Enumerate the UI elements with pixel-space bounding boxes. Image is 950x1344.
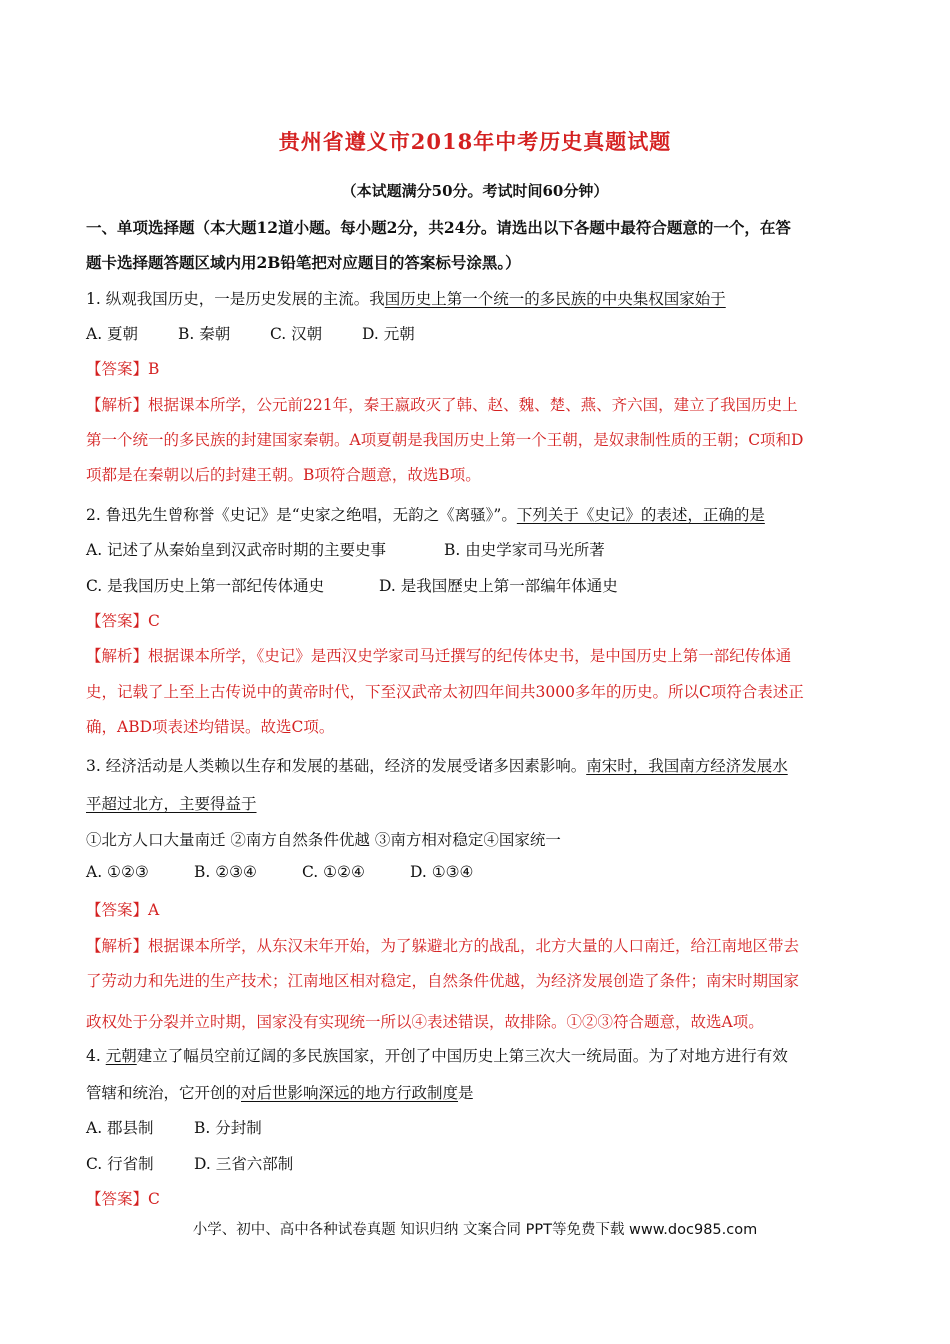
- question-2-stem-underlined: 下列关于《史记》的表述，正确的是: [516, 506, 765, 524]
- q1-answer: 【答案】B: [86, 360, 160, 378]
- page-footer: 小学、初中、高中各种试卷真题 知识归纳 文案合同 PPT等免费下载 www.doc985.com: [192, 1222, 758, 1238]
- q3-analysis-line2: 了劳动力和先进的生产技术；江南地区相对稳定，自然条件优越，为经济发展创造了条件；南宋时期国家: [86, 972, 800, 990]
- question-4-stem: [86, 1044, 788, 1066]
- question-2-options-row1: [86, 538, 605, 560]
- q4-answer: 【答案】C: [86, 1190, 160, 1208]
- q2-option-d: D. 是我国歷史上第一部编年体通史: [379, 577, 618, 595]
- q4-option-c: C. 行省制: [86, 1155, 154, 1173]
- question-3-stem: [86, 754, 788, 776]
- q2-option-c: C. 是我国历史上第一部纪传体通史: [86, 577, 325, 595]
- q1-option-a: A. 夏朝: [86, 325, 139, 343]
- q3-analysis-line1: 【解析】根据课本所学，从东汉末年开始，为了躲避北方的战乱，北方大量的人口南迁，给江南地区带去: [86, 937, 800, 955]
- question-3-options: [86, 863, 473, 881]
- q2-analysis-line3: 确，ABD项表述均错误。故选C项。: [86, 718, 335, 736]
- q4-option-b: B. 分封制: [194, 1119, 262, 1137]
- q2-option-a: A. 记述了从秦始皇到汉武帝时期的主要史事: [86, 541, 387, 559]
- q3-option-d: D. ①③④: [410, 863, 474, 881]
- question-4-stem-text-3: 是: [458, 1084, 474, 1102]
- question-4-stem-cont: [86, 1081, 474, 1103]
- question-4-stem-underlined-1: 元朝: [105, 1047, 137, 1065]
- q1-analysis-line2: 第一个统一的多民族的封建国家秦朝。A项夏朝是我国历史上第一个王朝，是奴隶制性质的王朝；C项和D: [86, 431, 804, 449]
- question-4-stem-text-2: 管辖和统治，它开创的: [86, 1084, 242, 1102]
- q2-analysis-line1: 【解析】根据课本所学，《史记》是西汉史学家司马迁撰写的纪传体史书，是中国历史上第一部纪传体通: [86, 647, 792, 665]
- q3-option-a: A. ①②③: [86, 863, 149, 881]
- question-4-number: 4.: [86, 1047, 106, 1065]
- question-2-options-row2: [86, 574, 618, 596]
- question-3-items: ①北方人口大量南迁 ②南方自然条件优越 ③南方相对稳定④国家统一: [86, 831, 561, 849]
- exam-subtitle: （本试题满分50分。考试时间60分钟）: [341, 182, 609, 200]
- question-1-stem-text: 1. 纵观我国历史，一是历史发展的主流。我: [86, 290, 385, 308]
- question-3-stem-underlined-2: 平超过北方，主要得益于: [86, 795, 257, 813]
- q3-answer: 【答案】A: [86, 901, 160, 919]
- section-heading-line2: 题卡选择题答题区域内用2B铅笔把对应题目的答案标号涂黑。）: [86, 253, 521, 272]
- q4-option-a: A. 郡县制: [86, 1119, 154, 1137]
- question-3-stem-cont: [86, 792, 257, 814]
- question-1-stem: [86, 287, 726, 309]
- q3-analysis-line3: 政权处于分裂并立时期，国家没有实现统一所以④表述错误，故排除。①②③符合题意，故选A项。: [86, 1013, 764, 1031]
- question-2-stem-text: 2. 鲁迅先生曾称誉《史记》是“史家之绝唱，无韵之《离骚》”。: [86, 506, 517, 524]
- q1-option-b: B. 秦朝: [178, 325, 231, 343]
- q3-option-b: B. ②③④: [194, 863, 257, 881]
- question-3-stem-text: 3. 经济活动是人类赖以生存和发展的基础，经济的发展受诸多因素影响。: [86, 757, 587, 775]
- q1-analysis-line3: 项都是在秦朝以后的封建王朝。B项符合题意，故选B项。: [86, 466, 481, 484]
- q3-option-c: C. ①②④: [302, 863, 365, 881]
- question-4-stem-underlined-2: 对后世影响深远的地方行政制度: [241, 1084, 459, 1102]
- question-4-options-row1: [86, 1116, 262, 1138]
- q4-option-d: D. 三省六部制: [194, 1155, 294, 1173]
- question-2-stem: [86, 503, 765, 525]
- question-1-stem-underlined: 国历史上第一个统一的多民族的中央集权国家始于: [384, 290, 726, 308]
- q1-option-c: C. 汉朝: [270, 325, 323, 343]
- q2-analysis-line2: 史，记载了上至上古传说中的黄帝时代，下至汉武帝太初四年间共3000多年的历史。所以C项符合表述正: [86, 683, 804, 701]
- section-heading-line1: 一、单项选择题（本大题12道小题。每小题2分，共24分。请选出以下各题中最符合题意的一个，在答: [86, 218, 791, 237]
- q2-option-b: B. 由史学家司马光所著: [444, 541, 605, 559]
- q1-option-d: D. 元朝: [362, 325, 415, 343]
- question-3-stem-underlined-1: 南宋时，我国南方经济发展水: [586, 757, 788, 775]
- page-title: 贵州省遵义市2018年中考历史真题试题: [278, 129, 672, 154]
- question-1-options: [86, 322, 415, 344]
- question-4-stem-text: 建立了幅员空前辽阔的多民族国家，开创了中国历史上第三次大一统局面。为了对地方进行有效: [136, 1047, 788, 1065]
- q2-answer: 【答案】C: [86, 612, 160, 630]
- q1-analysis-line1: 【解析】根据课本所学，公元前221年，秦王嬴政灭了韩、赵、魏、楚、燕、齐六国，建立了我国历史上: [86, 396, 798, 414]
- question-4-options-row2: [86, 1152, 293, 1174]
